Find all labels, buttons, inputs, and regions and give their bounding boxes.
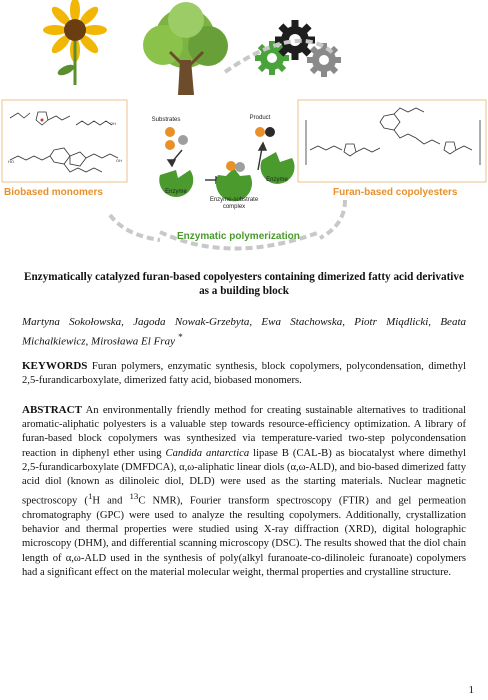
enzyme-label-1: Enzyme: [165, 189, 187, 195]
page-number: 1: [468, 684, 474, 696]
nmr-h-superscript: 1: [87, 491, 93, 502]
abstract-organism: Candida antarctica: [165, 447, 250, 459]
product-label: Product: [249, 115, 271, 121]
substrate-dots: [165, 127, 275, 150]
keywords-heading: KEYWORDS: [22, 360, 88, 372]
nmr-h-label: H and: [92, 495, 123, 507]
abstract-section: [22, 403, 466, 580]
graphical-abstract-art: [0, 0, 488, 262]
corresponding-mark: *: [177, 331, 183, 342]
complex-label: Enzyme-substrate complex: [209, 197, 259, 210]
right-box-label: Furan-based copolyesters: [333, 187, 458, 198]
substrates-label: Substrates: [151, 117, 181, 123]
tree-icon: [143, 2, 228, 95]
abstract-heading: ABSTRACT: [22, 404, 82, 416]
abstract-text-1: An environmentally friendly method for creating sustainable alternatives to traditional aromatic-aliphatic polyesters is a valuable step towards resource-efficiency optimization. A library of furan-based block copolymers was synthesized via temperature-varied two-step polycondensation reaction in diphenyl ether using: [22, 405, 466, 459]
monomer-atoms: HO: [8, 159, 14, 164]
graphical-abstract: [0, 0, 488, 262]
left-box-label: Biobased monomers: [4, 187, 103, 198]
enzyme-label-2: Enzyme: [266, 177, 288, 183]
svg-text:OH: OH: [110, 121, 116, 126]
author-list: [22, 315, 466, 349]
keywords-text: Furan polymers, enzymatic synthesis, block copolymers, polycondensation, dimethyl 2,5-furandicarboxylate, dimerized fatty acid, biobased monomers.: [22, 361, 466, 387]
center-label: Enzymatic polymerization: [177, 231, 300, 242]
author-names: Martyna Sokołowska, Jagoda Nowak-Grzebyta, Ewa Stachowska, Piotr Miądlicki, Beata Michalkiewicz, Mirosława El Fray: [22, 316, 466, 348]
nmr-c-superscript: 13: [129, 491, 139, 502]
paper-title: Enzymatically catalyzed furan-based copolyesters containing dimerized fatty acid derivative as a building block: [24, 271, 464, 297]
keywords-section: [22, 359, 466, 388]
abstract-text-2: lipase B (CAL-B) as biocatalyst where dimethyl 2,5-furandicarboxylate (DMFDCA), α,ω-aliphatic linear diols (α,ω-ALD), and bio-based dimerized fatty acid diol (known as dilinoleic diol, DLD) were used as the starting materials. Nuclear magnetic spectroscopy (: [22, 447, 466, 507]
sunflower-icon: [43, 0, 107, 85]
svg-text:OH: OH: [116, 158, 122, 163]
abstract-text-3: C NMR), Fourier transform spectroscopy (FTIR) and gel permeation chromatography (GPC) were used to analyze the resulting copolymers. Additionally, crystallization behavior and thermal properties were studied using X-ray diffraction (XRD), digital holographic microscopy (DHM), and differential scanning microscopy (DSC). The results showed that the diol chain length of α,ω-ALD used in the synthesis of poly(alkyl furanoate-co-dilinoleic furanoate) copolymers had a significant effect on the material molecular weight, thermal properties and crystalline structure.: [22, 495, 466, 578]
